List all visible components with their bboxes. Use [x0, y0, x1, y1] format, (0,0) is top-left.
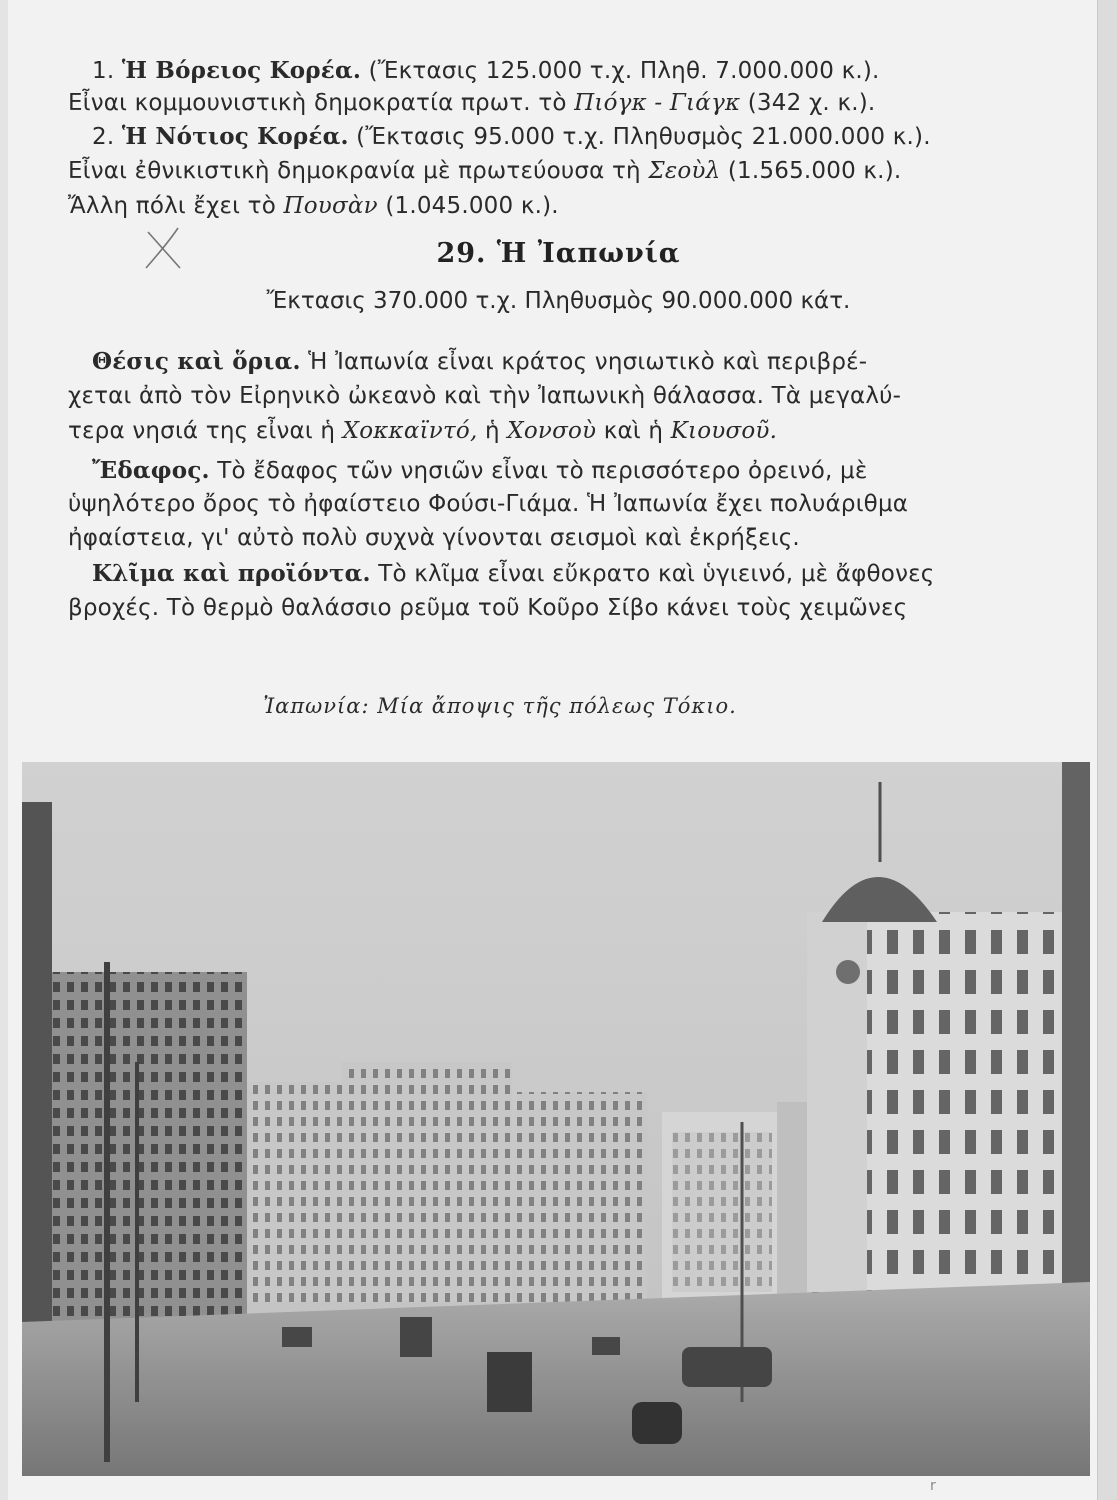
- north-korea-title: Ἡ Βόρειος Κορέα.: [121, 57, 362, 84]
- climate-line-2: [68, 592, 948, 625]
- section-subtitle: Ἔκτασις 370.000 τ.χ. Πληθυσμὸς 90.000.000 κάτ.: [266, 288, 851, 314]
- text-span: καὶ ἡ: [596, 418, 671, 444]
- south-korea-title: Ἡ Νότιος Κορέα.: [121, 123, 349, 150]
- text-span: ἡ: [477, 418, 508, 444]
- position-label: Θέσις καὶ ὅρια.: [92, 348, 301, 375]
- text-span: (342 χ. κ.).: [740, 90, 876, 116]
- north-korea-stats: (Ἔκτασις 125.000 τ.χ. Πληθ. 7.000.000 κ.).: [361, 58, 880, 84]
- photo-caption: Ἰαπωνία: Μία ἄποψις τῆς πόλεως Τόκιο.: [263, 694, 737, 718]
- text-span: ὑψηλότερο ὄρος τὸ ἠφαίστειο Φούσι-Γιάμα. Ἡ Ἰαπωνία ἔχει πολυάριθμα: [68, 491, 909, 517]
- terrain-line-3: [68, 522, 948, 555]
- north-korea-line-1: [92, 54, 948, 88]
- position-line-1: [92, 345, 948, 379]
- position-line-3: [68, 415, 948, 448]
- terrain-line-2: [68, 488, 948, 521]
- text-span: ἠφαίστεια, γι' αὐτὸ πολὺ συχνὰ γίνονται σεισμοὶ καὶ ἐκρήξεις.: [68, 525, 800, 551]
- section-heading: 29. Ἡ Ἰαπωνία: [436, 238, 681, 269]
- south-korea-capital: Σεοὺλ: [648, 158, 721, 184]
- south-korea-city: Πουσὰν: [283, 193, 378, 219]
- island-hokkaido: Χοκκαϊντό,: [342, 418, 478, 444]
- tokyo-photo-illustration: [22, 762, 1090, 1476]
- text-span: τερα νησιά της εἶναι ἡ: [68, 418, 343, 444]
- corner-mark: r: [930, 1478, 936, 1494]
- climate-line-1: [92, 557, 948, 591]
- text-span: (1.565.000 κ.).: [720, 158, 902, 184]
- island-kyushu: Κιουσοῦ.: [670, 418, 778, 444]
- text-span: Ἡ Ἰαπωνία εἶναι κράτος νησιωτικὸ καὶ περιβρέ-: [300, 349, 868, 375]
- north-korea-line-2: [68, 87, 948, 120]
- terrain-label: Ἔδαφος.: [92, 457, 210, 484]
- terrain-line-1: [92, 454, 948, 488]
- text-span: Ἄλλη πόλι ἔχει τὸ: [68, 193, 284, 219]
- south-korea-line-3: [68, 190, 948, 223]
- text-span: χεται ἀπὸ τὸν Εἰρηνικὸ ὠκεανὸ καὶ τὴν Ἰαπωνικὴ θάλασσα. Τὰ μεγαλύ-: [68, 383, 902, 409]
- north-korea-capital: Πιόγκ - Γιάγκ: [574, 90, 741, 116]
- text-span: Εἶναι κομμουνιστικὴ δημοκρατία πρωτ. τὸ: [68, 90, 575, 116]
- position-line-2: [68, 380, 948, 413]
- tokyo-photo: [22, 762, 1090, 1476]
- text-span: βροχές. Τὸ θερμὸ θαλάσσιο ρεῦμα τοῦ Κοῦρο Σίβο κάνει τοὺς χειμῶνες: [68, 595, 908, 621]
- text-span: Τὸ κλῖμα εἶναι εὔκρατο καὶ ὑγιεινό, μὲ ἄφθονες: [370, 561, 935, 587]
- south-korea-line-1: [92, 120, 948, 154]
- south-korea-stats: (Ἔκτασις 95.000 τ.χ. Πληθυσμὸς 21.000.000 κ.).: [348, 124, 931, 150]
- page-edge-strip: [1097, 0, 1117, 1500]
- text-span: Εἶναι ἐθνικιστικὴ δημοκρανία μὲ πρωτεύουσα τὴ: [68, 158, 649, 184]
- item-number: 2.: [92, 124, 122, 150]
- text-span: Τὸ ἔδαφος τῶν νησιῶν εἶναι τὸ περισσότερο ὀρεινό, μὲ: [209, 458, 868, 484]
- island-honshu: Χονσοὺ: [507, 418, 597, 444]
- climate-label: Κλῖμα καὶ προϊόντα.: [92, 560, 371, 587]
- item-number: 1.: [92, 58, 122, 84]
- left-margin-strip: [0, 0, 8, 1500]
- text-span: (1.045.000 κ.).: [377, 193, 559, 219]
- photo-haze: [22, 762, 1090, 1476]
- south-korea-line-2: [68, 155, 948, 188]
